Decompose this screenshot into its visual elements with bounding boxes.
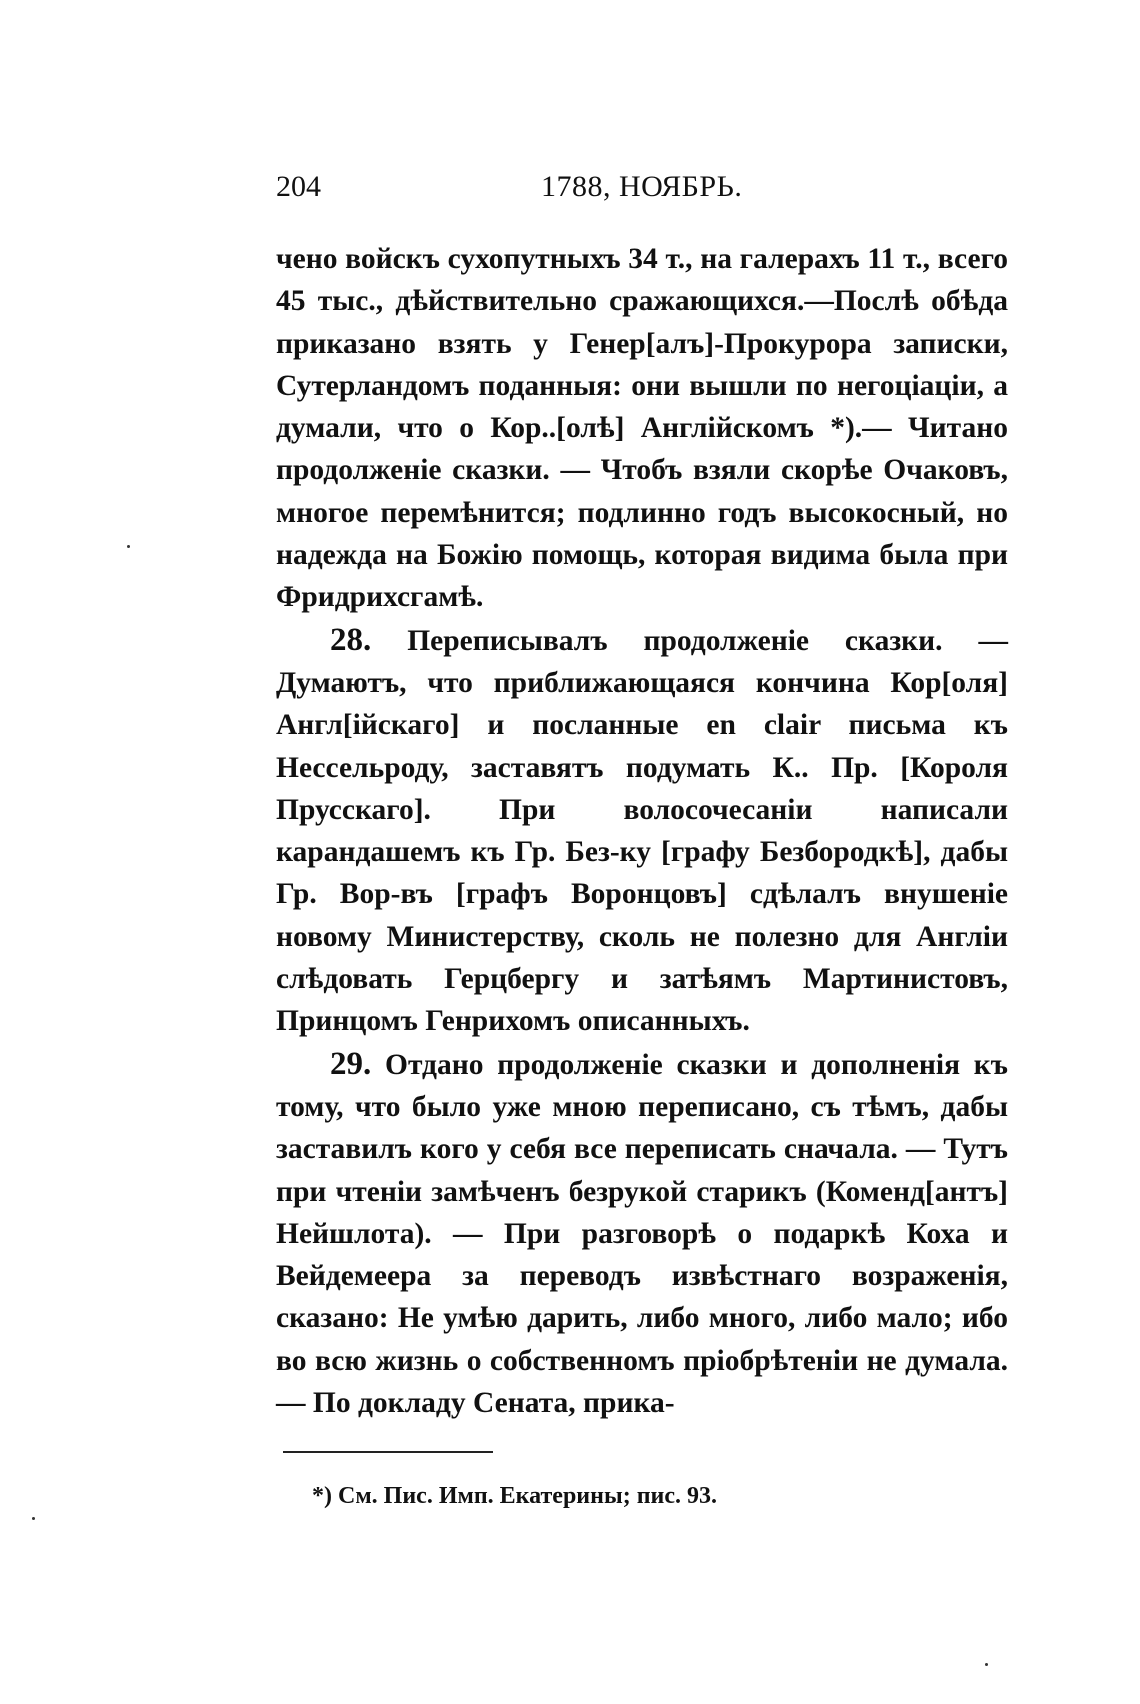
entry-day-number: 28. — [330, 621, 372, 658]
footnote: *) См. Пис. Имп. Екатерины; пис. 93. — [312, 1483, 717, 1509]
footnote-divider — [283, 1451, 493, 1453]
body-text — [276, 238, 1008, 1424]
scan-speck — [985, 1663, 988, 1666]
paragraph-text: чено войскъ сухопутныхъ 34 т., на галерахъ 11 т., всего 45 тыс., дѣйствительно сражающихся.—Послѣ обѣда приказано взять у Генер[алъ]-Прокурора записки, Сутерландомъ поданныя: они вышли по негоціаціи, а думали, что о Кор..[олѣ] Англійскомъ *).— Читано продолженіе сказки. — Чтобъ взяли скорѣе Очаковъ, многое перемѣнится; подлинно годъ высокосный, но надежда на Божію помощь, которая видима была при Фридрихсгамѣ. — [276, 243, 1008, 614]
entry-day-number: 29. — [330, 1045, 372, 1082]
paragraph-continuation — [276, 238, 1008, 619]
diary-entry-28 — [276, 619, 1008, 1043]
scan-speck — [127, 545, 130, 548]
scan-speck — [32, 1517, 35, 1520]
entry-text: Переписывалъ продолженіе сказки. — Думаютъ, что приближающаяся кончина Кор[оля] Англ[ійскаго] и посланные en clair письма къ Нессельроду, заставятъ подумать К.. Пр. [Короля Прусскаго]. При волосочесаніи написали карандашемъ къ Гр. Без-ку [графу Безбородкѣ], дабы Гр. Вор-въ [графъ Воронцовъ] сдѣлалъ внушеніе новому Министерству, сколь не полезно для Англіи слѣдовать Герцбергу и затѣямъ Мартинистовъ, Принцомъ Генрихомъ описанныхъ. — [276, 624, 1008, 1038]
page-header — [276, 170, 1010, 220]
running-head: 1788, НОЯБРЬ. — [541, 170, 743, 203]
entry-text: Отдано продолженіе сказки и дополненія къ тому, что было уже мною переписано, съ тѣмъ, дабы заставилъ кого у себя все переписать сначала. — Тутъ при чтеніи замѣченъ безрукой старикъ (Коменд[антъ] Нейшлота). — При разговорѣ о подаркѣ Коха и Вейдемеера за переводъ извѣстнаго возраженія, сказано: Не умѣю дарить, либо много, либо мало; ибо во всю жизнь о собственномъ пріобрѣтеніи не думала. — По докладу Сената, прика- — [276, 1048, 1008, 1420]
diary-entry-29 — [276, 1043, 1008, 1425]
page-number: 204 — [276, 170, 321, 203]
